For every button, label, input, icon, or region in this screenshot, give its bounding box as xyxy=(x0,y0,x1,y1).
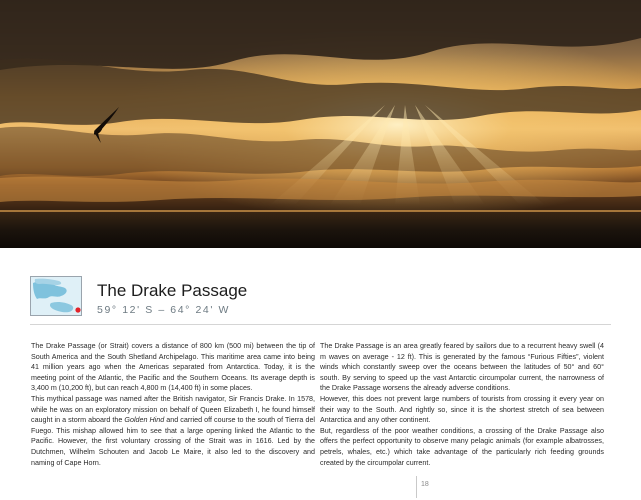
paragraph xyxy=(31,394,315,468)
location-marker-icon xyxy=(75,307,80,312)
paragraph xyxy=(320,426,604,468)
ship-name: Golden Hind xyxy=(124,416,165,425)
text-run: and carried off course to the south of Tierra del Fuego. This mishap allowed him to see that a large opening linked the Atlantic to the Pacific. However, the first voluntary crossing of the Strait was in 1616. Led by the Dutchmen, Wilhelm Schouten and Jacob Le Maire, it also led to the discovery and naming of Cape Horn. xyxy=(31,416,315,467)
text-run: But, regardless of the poor weather conditions, a crossing of the Drake Passage also offers the perfect opportunity to observe many pelagic animals (for example albatrosses, petrels, whales, etc.) which take advantage of the particularly rich feeding grounds created by the circumpolar current. xyxy=(320,426,604,467)
page-number-divider xyxy=(416,476,417,498)
drake-passage-map-thumbnail xyxy=(30,276,82,316)
paragraph xyxy=(320,394,604,426)
title-divider xyxy=(30,324,611,325)
body-column-right xyxy=(320,341,604,468)
text-run: This mythical passage was named after the British navigator, Sir Francis Drake. In 1578, while he was on an exploratory mission on behalf of Queen Elizabeth I, he found himself caught in a storm aboard the xyxy=(31,394,315,425)
page-number: 18 xyxy=(421,481,429,488)
sunset-sea-photo xyxy=(0,0,641,248)
text-run: However, this does not prevent large numbers of tourists from crossing it every year on their way to the South. And rightly so, since it is the shortest stretch of sea between Antarctica and any other continent. xyxy=(320,394,604,425)
coordinates: 59° 12' S – 64° 24' W xyxy=(97,304,230,316)
paragraph xyxy=(320,341,604,394)
page-title: The Drake Passage xyxy=(97,281,248,300)
body-column-left xyxy=(31,341,315,468)
paragraph xyxy=(31,341,315,394)
text-run: The Drake Passage (or Strait) covers a distance of 800 km (500 mi) between the tip of South America and the South Shetland Archipelago. This maritime area came into being 41 million years ago when the Americas separated from Antarctica. Today, it is the meeting point of the Atlantic, the Pacific and the Southern Oceans. Its average depth is 3,400 m (10,200 ft), but can reach 4,800 m (14,400 ft) in some places. xyxy=(31,342,315,393)
text-run: The Drake Passage is an area greatly feared by sailors due to a recurrent heavy swell (4 m waves on average - 12 ft). This is generated by the famous “Furious Fifties”, violent winds which constantly sweep over the oceans between the latitudes of 50° and 60° south. By serving to speed up the vast Antarctic circumpolar current, the narrowness of the Drake Passage worsens the already adverse conditions. xyxy=(320,342,604,393)
